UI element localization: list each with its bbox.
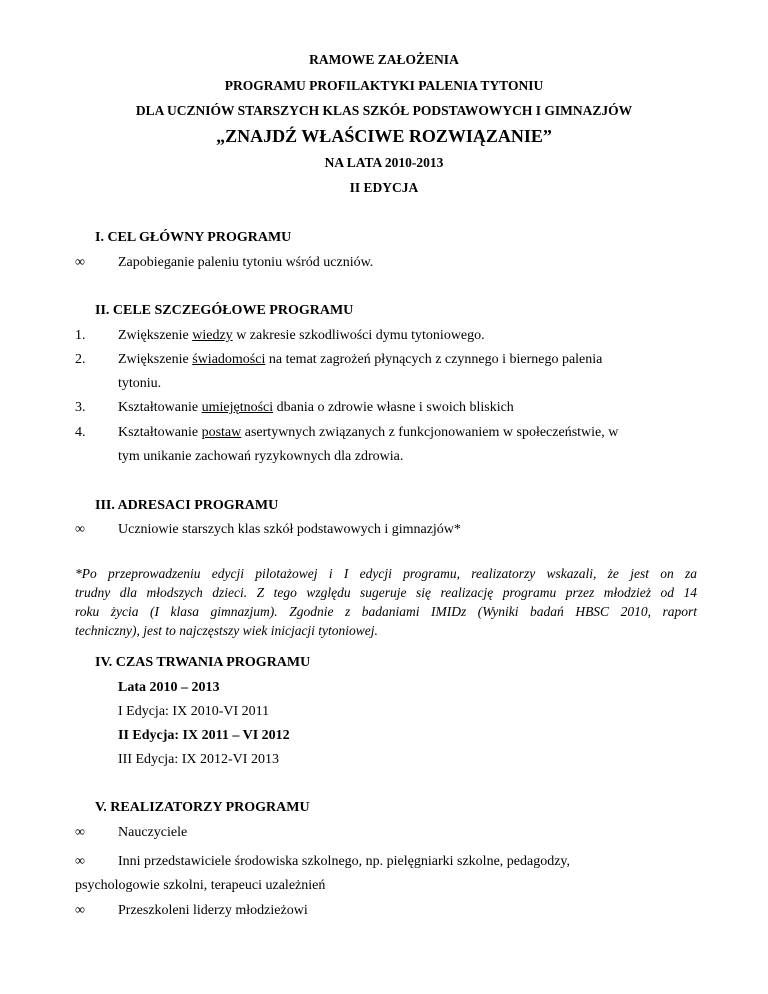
section-1-heading: I. CEL GŁÓWNY PROGRAMU [95, 230, 292, 245]
list-number: 3. [75, 400, 86, 415]
section-5-heading: V. REALIZATORZY PROGRAMU [95, 800, 310, 815]
list-item: Kształtowanie umiejętności dbania o zdrowie własne i swoich bliskich [118, 400, 514, 415]
header-line-2: PROGRAMU PROFILAKTYKI PALENIA TYTONIU [224, 78, 544, 93]
list-item: Zwiększenie świadomości na temat zagrożeń płynących z czynnego i biernego palenia [118, 352, 603, 367]
section-5-item-continuation: psychologowie szkolni, terapeuci uzależnień [75, 878, 326, 893]
program-edition: II EDYCJA [349, 180, 419, 195]
bullet-marker: ∞ [75, 255, 85, 270]
keyword: świadomości [192, 352, 266, 367]
header-line-1: RAMOWE ZAŁOŻENIA [309, 52, 459, 67]
bullet-marker: ∞ [75, 903, 85, 918]
section-5-item: Inni przedstawiciele środowiska szkolnego, np. pielęgniarki szkolne, pedagodzy, [118, 854, 571, 869]
keyword: postaw [201, 425, 242, 440]
footnote-line: roku życia (I klasa gimnazjum). Zgodnie z badaniami IMIDz (Wyniki badań HBSC 2010, raport [75, 604, 697, 619]
list-item-continuation: tym unikanie zachowań ryzykownych dla zdrowia. [118, 449, 404, 464]
list-number: 2. [75, 352, 86, 367]
list-item: Zwiększenie wiedzy w zakresie szkodliwości dymu tytoniowego. [118, 328, 485, 343]
bullet-marker: ∞ [75, 522, 85, 537]
keyword: umiejętności [201, 400, 274, 415]
section-5-item: Nauczyciele [118, 825, 188, 840]
footnote [75, 564, 697, 640]
program-years: NA LATA 2010-2013 [324, 155, 444, 170]
section-4-heading: IV. CZAS TRWANIA PROGRAMU [95, 655, 311, 670]
section-3-item: Uczniowie starszych klas szkół podstawowych i gimnazjów* [118, 522, 461, 537]
footnote-line: *Po przeprowadzeniu edycji pilotażowej i I edycji programu, realizatorzy wskazali, że jest on za [75, 566, 697, 581]
duration-line: I Edycja: IX 2010-VI 2011 [118, 704, 270, 719]
bullet-marker: ∞ [75, 854, 85, 869]
footnote-line: trudny dla młodszych dzieci. Z tego względu sugeruje się realizację programu przez młodzież od 14 [75, 585, 697, 600]
section-1-item: Zapobieganie paleniu tytoniu wśród uczniów. [118, 255, 374, 270]
bullet-marker: ∞ [75, 825, 85, 840]
header-line-3: DLA UCZNIÓW STARSZYCH KLAS SZKÓŁ PODSTAWOWYCH I GIMNAZJÓW [135, 103, 633, 118]
section-2-heading: II. CELE SZCZEGÓŁOWE PROGRAMU [95, 303, 354, 318]
footnote-line: techniczny), jest to najczęstszy wiek inicjacji tytoniowej. [75, 623, 378, 638]
section-5-item: Przeszkoleni liderzy młodzieżowi [118, 903, 308, 918]
duration-line: Lata 2010 – 2013 [118, 680, 220, 695]
program-title: „ZNAJDŹ WŁAŚCIWE ROZWIĄZANIE” [216, 126, 552, 146]
keyword: wiedzy [192, 328, 233, 343]
list-number: 4. [75, 425, 86, 440]
list-item: Kształtowanie postaw asertywnych związanych z funkcjonowaniem w społeczeństwie, w [118, 425, 619, 440]
list-item-continuation: tytoniu. [118, 376, 162, 391]
duration-line: III Edycja: IX 2012-VI 2013 [118, 752, 279, 767]
section-3-heading: III. ADRESACI PROGRAMU [95, 498, 279, 513]
duration-line: II Edycja: IX 2011 – VI 2012 [118, 728, 290, 743]
list-number: 1. [75, 328, 86, 343]
